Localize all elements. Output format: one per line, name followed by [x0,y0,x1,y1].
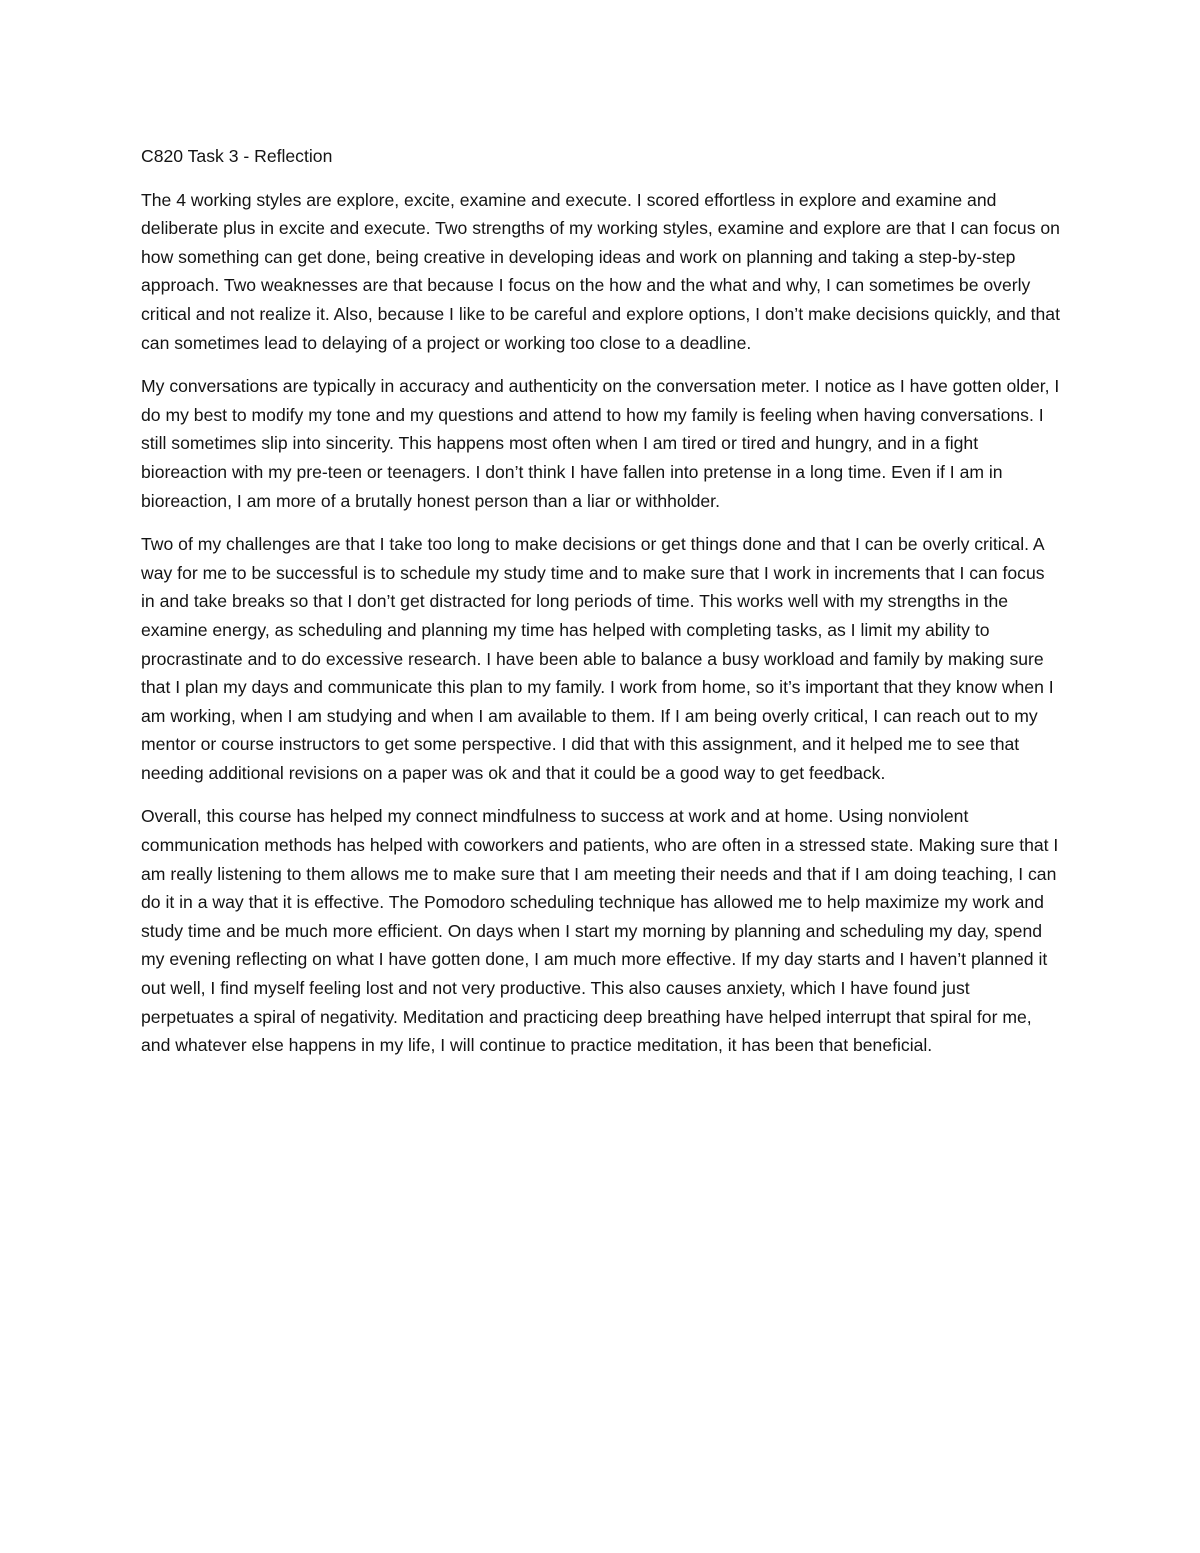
document-title: C820 Task 3 - Reflection [141,146,333,166]
paragraph-challenges: Two of my challenges are that I take too long to make decisions or get things done and that I can be overly critical. A way for me to be successful is to schedule my study time and to make sure that I work in increments that I can focus in and take breaks so that I don’t get distracted for long periods of time. This works well with my strengths in the examine energy, as scheduling and planning my time has helped with completing tasks, as I limit my ability to procrastinate and to do excessive research. I have been able to balance a busy workload and family by making sure that I plan my days and communicate this plan to my family. I work from home, so it’s important that they know when I am working, when I am studying and when I am available to them. If I am being overly critical, I can reach out to my mentor or course instructors to get some perspective. I did that with this assignment, and it helped me to see that needing additional revisions on a paper was ok and that it could be a good way to get feedback. [141,534,1054,783]
paragraph-working-styles: The 4 working styles are explore, excite, examine and execute. I scored effortless in explore and examine and deliberate plus in excite and execute. Two strengths of my working styles, examine and explore are that I can focus on how something can get done, being creative in developing ideas and work on planning and taking a step-by-step approach. Two weaknesses are that because I focus on the how and the what and why, I can sometimes be overly critical and not realize it. Also, because I like to be careful and explore options, I don’t make decisions quickly, and that can sometimes lead to delaying of a project or working too close to a deadline. [141,189,1060,353]
paragraph-overall: Overall, this course has helped my connect mindfulness to success at work and at home. Using nonviolent communication methods has helped with coworkers and patients, who are often in a stressed state. Making sure that I am really listening to them allows me to make sure that I am meeting their needs and that if I am doing teaching, I can do it in a way that it is effective. The Pomodoro scheduling technique has allowed me to help maximize my work and study time and be much more efficient. On days when I start my morning by planning and scheduling my day, spend my evening reflecting on what I have gotten done, I am much more effective. If my day starts and I haven’t planned it out well, I find myself feeling lost and not very productive. This also causes anxiety, which I have found just perpetuates a spiral of negativity. Meditation and practicing deep breathing have helped interrupt that spiral for me, and whatever else happens in my life, I will continue to practice meditation, it has been that beneficial. [141,806,1059,1056]
document-body [141,142,1061,1075]
paragraph-conversations: My conversations are typically in accuracy and authenticity on the conversation meter. I notice as I have gotten older, I do my best to modify my tone and my questions and attend to how my family is feeling when having conversations. I still sometimes slip into sincerity. This happens most often when I am tired or tired and hungry, and in a fight bioreaction with my pre-teen or teenagers. I don’t think I have fallen into pretense in a long time. Even if I am in bioreaction, I am more of a brutally honest person than a liar or withholder. [141,376,1060,511]
